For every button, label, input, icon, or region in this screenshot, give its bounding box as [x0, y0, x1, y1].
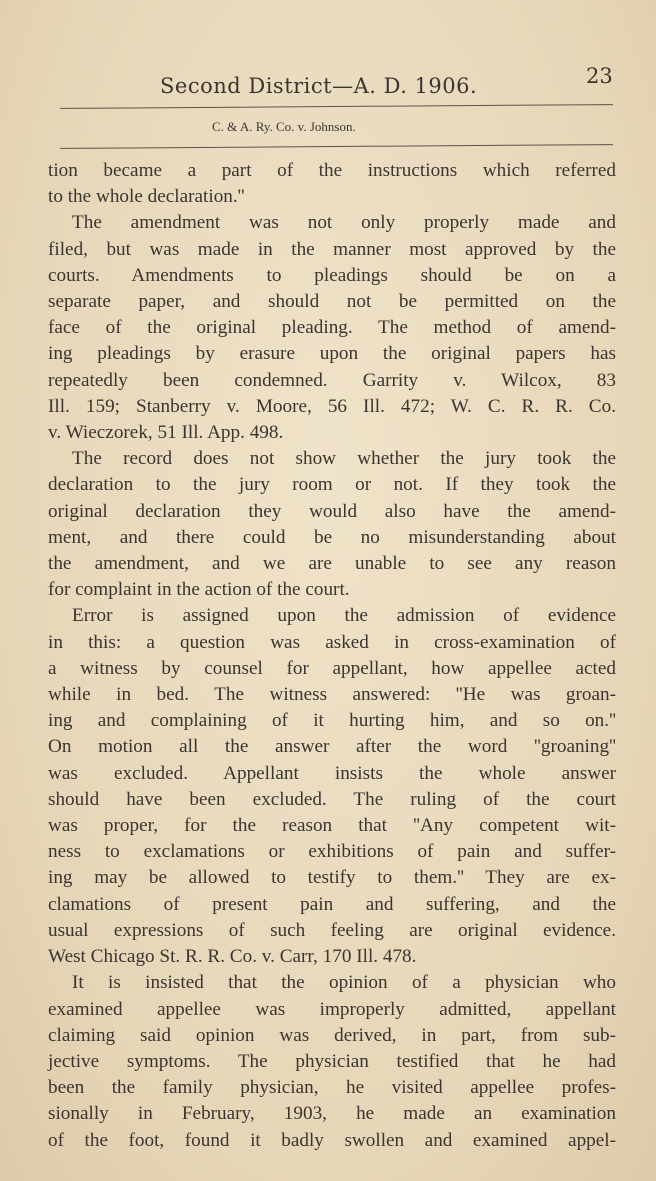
text-line: should have been excluded. The ruling of the court: [48, 788, 616, 810]
text-line: usual expressions of such feeling are original evidence.: [48, 919, 616, 941]
text-line: On motion all the answer after the word ''groaning'': [48, 736, 616, 758]
text-line: of the foot, found it badly swollen and examined appel-: [48, 1129, 616, 1151]
text-line: The amendment was not only properly made and: [72, 212, 616, 234]
text-line: ness to exclamations or exhibitions of pain and suffer-: [48, 841, 616, 863]
text-line: for complaint in the action of the court.: [48, 579, 350, 601]
text-line: jective symptoms. The physician testified that he had: [48, 1050, 616, 1072]
text-line: in this: a question was asked in cross-examination of: [48, 631, 616, 653]
text-line: while in bed. The witness answered: ''He was groan-: [48, 684, 616, 706]
text-line: ing may be allowed to testify to them.'' They are ex-: [48, 867, 616, 889]
text-line: courts. Amendments to pleadings should be on a: [48, 264, 616, 286]
text-line: examined appellee was improperly admitted, appellant: [48, 998, 616, 1020]
text-line: was proper, for the reason that ''Any competent wit-: [48, 815, 616, 837]
text-line: clamations of present pain and suffering, and the: [48, 893, 616, 915]
running-head: Second District—A. D. 1906.: [160, 74, 478, 98]
text-line: original declaration they would also have the amend-: [48, 500, 616, 522]
text-line: claiming said opinion was derived, in part, from sub-: [48, 1024, 616, 1046]
text-line: sionally in February, 1903, he made an examination: [48, 1103, 616, 1125]
text-line: ing and complaining of it hurting him, and so on.'': [48, 710, 616, 732]
text-line: v. Wieczorek, 51 Ill. App. 498.: [48, 422, 284, 444]
body-text: [48, 158, 616, 1154]
text-line: Ill. 159; Stanberry v. Moore, 56 Ill. 472; W. C. R. R. Co.: [48, 395, 616, 417]
page-number: 23: [586, 64, 613, 88]
text-line: the amendment, and we are unable to see any reason: [48, 553, 616, 575]
text-line: ment, and there could be no misunderstanding about: [48, 526, 616, 548]
text-line: The record does not show whether the jury took the: [72, 448, 616, 470]
header-rule: [60, 104, 613, 109]
text-line: Error is assigned upon the admission of evidence: [72, 605, 616, 627]
text-line: to the whole declaration.'': [48, 186, 245, 208]
text-line: been the family physician, he visited appellee profes-: [48, 1077, 616, 1099]
text-line: West Chicago St. R. R. Co. v. Carr, 170 Ill. 478.: [48, 946, 417, 968]
text-line: ing pleadings by erasure upon the original papers has: [48, 343, 616, 365]
text-line: repeatedly been condemned. Garrity v. Wilcox, 83: [48, 369, 616, 391]
text-line: It is insisted that the opinion of a physician who: [72, 972, 616, 994]
text-line: was excluded. Appellant insists the whole answer: [48, 762, 616, 784]
header-rule-lower: [60, 144, 613, 149]
text-line: filed, but was made in the manner most approved by the: [48, 238, 616, 260]
text-line: a witness by counsel for appellant, how appellee acted: [48, 657, 616, 679]
text-line: declaration to the jury room or not. If they took the: [48, 474, 616, 496]
text-line: tion became a part of the instructions which referred: [48, 160, 616, 181]
text-line: face of the original pleading. The method of amend-: [48, 317, 616, 339]
text-line: separate paper, and should not be permitted on the: [48, 291, 616, 313]
case-title: C. & A. Ry. Co. v. Johnson.: [212, 119, 356, 134]
